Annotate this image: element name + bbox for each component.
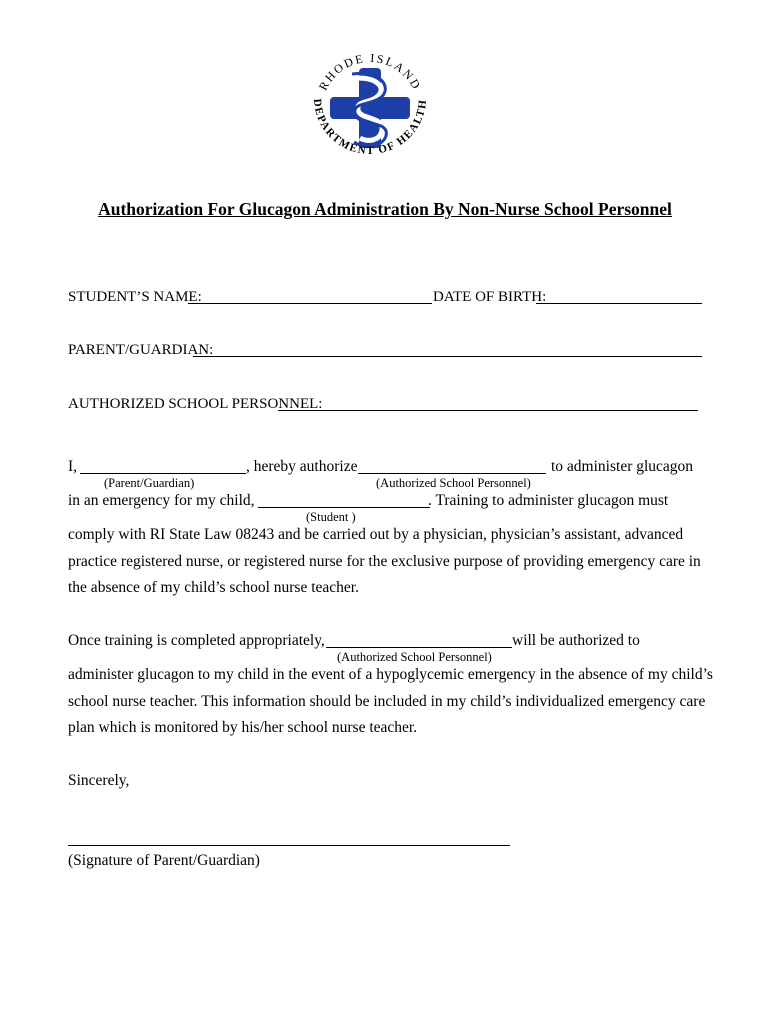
para2-line3: school nurse teacher. This information should be included in my child’s individualized emergency care (68, 693, 706, 710)
signature-line[interactable] (68, 845, 510, 846)
caption-student: (Student ) (306, 510, 356, 524)
caption-authorized-personnel: (Authorized School Personnel) (376, 476, 531, 490)
para2-line2: administer glucagon to my child in the event of a hypoglycemic emergency in the absence of my child’s (68, 666, 713, 683)
authorized-personnel-label: AUTHORIZED SCHOOL PERSONNEL: (68, 396, 323, 412)
department-of-health-seal (300, 38, 440, 178)
parent-name-blank[interactable] (80, 473, 246, 474)
para1-line4: practice registered nurse, or registered nurse for the exclusive purpose of providing emergency care in (68, 553, 701, 570)
para1-line3: comply with RI State Law 08243 and be carried out by a physician, physician’s assistant, advanced (68, 526, 684, 543)
para2-once: Once training is completed appropriately, (68, 632, 325, 649)
caption-parent-guardian: (Parent/Guardian) (104, 476, 195, 490)
closing: Sincerely, (68, 772, 130, 789)
parent-guardian-label: PARENT/GUARDIAN: (68, 342, 214, 358)
seal-top-text: RHODE ISLAND (315, 50, 425, 93)
dob-field[interactable] (536, 303, 702, 304)
parent-guardian-field[interactable] (193, 356, 702, 357)
caption-authorized-personnel-2: (Authorized School Personnel) (337, 650, 492, 664)
signature-caption: (Signature of Parent/Guardian) (68, 852, 260, 869)
para1-to-administer: to administer glucagon (551, 458, 694, 475)
para1-emergency: in an emergency for my child, (68, 492, 255, 509)
dob-label: DATE OF BIRTH: (433, 289, 547, 305)
para1-hereby: , hereby authorize (246, 458, 358, 475)
para2-line4: plan which is monitored by his/her school nurse teacher. (68, 719, 418, 736)
authorized-personnel-field[interactable] (278, 410, 698, 411)
para1-training: . Training to administer glucagon must (428, 492, 669, 509)
student-name-field[interactable] (188, 303, 432, 304)
para2-personnel-blank[interactable] (326, 647, 512, 648)
para1-i: I, (68, 458, 78, 475)
para1-line5: the absence of my child’s school nurse teacher. (68, 579, 359, 596)
personnel-name-blank[interactable] (358, 473, 546, 474)
student-name-label: STUDENT’S NAME: (68, 289, 202, 305)
seal-bottom-text: DEPARTMENT OF HEALTH (310, 98, 430, 158)
student-name-blank[interactable] (258, 507, 430, 508)
para2-will: will be authorized to (512, 632, 640, 649)
document-title: Authorization For Glucagon Administration By Non-Nurse School Personnel (98, 199, 672, 219)
